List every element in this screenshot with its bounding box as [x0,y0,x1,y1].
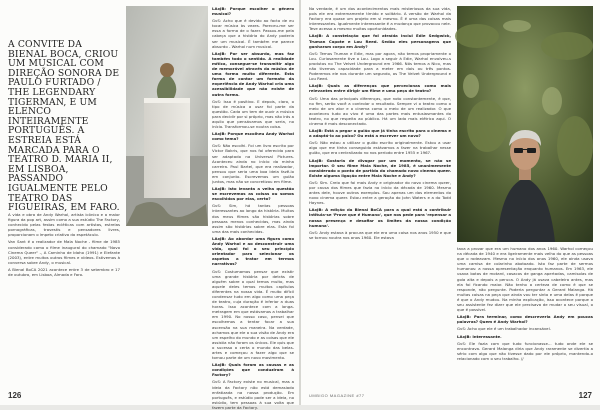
interview-answer: GvS: Não estou a utilizar o guião escrito originalmente. Estou a usar algo que me tinha conseguido estávamos a fazer na trabalhar nesse guião, que era centralizado no nos período entre 1955 e 1967. [309,140,451,156]
left-page [0,0,299,410]
interview-answer: GvS: Sim. Creio que foi mais Andy e originador do novo cinema queer, por causa dos filmes que fazia no início da década de 1960. Mesmo antes dele, houve outros exemplos. Sou apenas um dos elementos do novo cinema queer. Estou entre a geração do John Waters e a do Todd Haynes. [309,179,451,206]
interview-answer: GvS: Isso é positivo. E depois, claro, o tipo de música a usar foi parte da questão. Cada um tem de ouvir a música para decidir por si próprio, mas não irás a aquilo que pensávamos que seria, no início. Transformou-se noutra coisa. [212,98,294,130]
interview-question: LAxJB: Para terminar, como descreveria Andy em poucas palavras? Quem é Andy Warhol? [457,314,593,325]
interview-answer: GvS: Costumamos pensar que existir uma grande história por detrás de alguém sobre o qual temos muito, mas aquele deles temos muitos capítulos diferentes na nossa vida. É muito difícil condensar tudo em algo como uma peça de teatro, cuja duração é inferior a duas horas. Isso acontece com a longa-metragem em que estávamos a trabalhar em 1990. No nosso caso, pensei que escolhemos a tentar focar a sua ascensão na sua maneira. Na verdade, achamos que ele a sua visão de Andy era um espelho do mundo e as coisas que ele assistia não foram os únicos. Ele quis que o sucesso a certa o mundo das belas-artes e começou a fazer algo que se tornou parte de um novo movimento. [212,268,294,361]
interview-question: LAxJB: Porque escolheu Andy Warhol como tema? [212,131,294,142]
interview-question: LAxJB: Quais foram as causas e as condições que conduziram à Factory? [212,362,294,378]
pull-quote-headline: A CONVITE DA BIENAL BOCA, CRIOU UM MUSICAL COM DIREÇÃO SONORA DE PAULO FURTADO / THE LEGENDARY TIGERMAN, E UM ELENCO INTEIRAMENTE PORTUGUÊS. A ESTREIA ESTÁ MARCADA PARA O TEATRO D. MARIA II, EM LISBOA, PASSANDO IGUALMENTE PELO TEATRO DAS FIGUEIRAS, EM FARO. [8,39,120,214]
intro-paragraph: Van Sant é o realizador de Mala Noche - filme de 1985 considerado como o filme inaugural do chamado "Novo Cinema Queer" -, A Caminho de Idaho (1991) e Elefante (2003), entre muitos outros filmes e vídeos. Estivemos à conversa sobre Andy, o musical. [8,239,120,265]
page-number-left: 126 [8,391,22,400]
interview-question: LAxJB: A edição da Bienal BoCA para a qual está a contribuir intitula-se 'Prove que é Humano', que nos pede para 'repensar a nossa presença e desafiar os limites da nossa condição humana'. [309,207,451,228]
interview-question: LAxJB: A constelação que foi atraída inclui Edie Sedgwick, Truman Capote e Lou Reed. Sedão eles personagens que ganharam corpo em Andy? [309,33,451,49]
interview-answer: Na verdade, é um dos acontecimentos mais misteriosos da sua vida, pois ele era extremamente tímido e solitário. A versão de Warhol da Factory era quase um projeto em si mesmo. É é uma das coisas mais interessantes. Igualmente interessante é a mudança que provocou nele. Teve acesso a mesmo muitas oportunidades. [309,6,451,32]
right-column-1 [309,6,451,384]
interview-question: LAxJB: Ao abordar uma figura como Andy Warhol e ao desconstruir uma vida, qual foi o seu princípio orientador para selecionar os aspetos a tratar em termos narrativos? [212,235,294,267]
artwork-photo [126,6,208,226]
intro-paragraph: A vida e obra de Andy Warhol, artista icónico e a maior figura da pop art, assim como a sua estúdio The Factory, conhecido pelas festas ecléticas com artistas, estrelas pornográficas, travestis e pensadores livres, proporcionam o ímpeto criativo do espetáculo. [8,212,120,238]
interview-question: LAxJB: Gostaria de divagar por um momento, se não se importar. O seu filme Mala Noche, de 1985, é unanimemente considerado o ponto de partida do chamado novo cinema queer. Existe alguma ligação entre Mala Noche e Andy? [309,157,451,178]
left-column-2 [212,6,294,410]
interview-question: LAxJB: Está a pegar o guião que já tinha escrito para o cinema e a adaptá-lo ao palco? Ou está a escrever um novo? [309,128,451,139]
intro-text [8,212,120,279]
portrait-photo [457,6,593,242]
interview-answer: GvS: A Factory existe no musical, mas a ideia da Factory não está demasiado enfatizada na nossa produção. Em português, e estúdio pode ser a ideia, no estúdio, tem pessoas à sua volta que fazem parte da Factory. [212,379,294,410]
interview-answer: GvS: Acho que ele é um trabalhador incansável. [457,326,551,332]
interview-question: LAxJB: Isto levanta a velha questão se escrevemos as coisas ou somos escolhidos por elas, certo? [212,186,294,202]
interview-answer: GvS: Ele fazia com que tudo funcionasse... tudo onde ele se encontrava. Gerard Malanga diria que Andy raramente se divertia a sério com algo que não tivesse dado por ele próprio, mantendo-o relacionado com o seu trabalho. // [457,340,593,361]
right-page [301,0,600,405]
interview-answer: GvS: Temos Truman e Edie, mas por agora, não temos propriamente o Lou. Curiosamente tive o Lou. Logo a seguir à Edie, Warhol envolveu-s produtos no The Velvet Underground em 1966. Nós temos a Nico, mas não tivemos capacidade para a meter em dois ou três pontos. Poderemos ele nos durante um segundo, os The Velvet Underground e Lou Reed. [309,50,451,82]
magazine-footer: UMBIGO MAGAZINE #77 [309,393,365,398]
right-column-2 [457,246,593,378]
interview-answer: GvS: Andy estava à procura que ele era uma coisa nos anos 1950 e que se tornou noutra nos anos 1960. Ele estava [309,229,451,240]
interview-answer: tava a provar que era um humano dos anos 1960. Warhol começou na década de 1940 e era ligeiramente mais velho do que as pessoas que o rodeavam. Mesmo no início dos anos 1960, ele ainda usava uma camisa de colarinho abotoado. Isto faz parte de sermos humanos: a nossa apresentação enquanto humanos. Em 1963, ele usava botas de motard, casacos de ganga apertadas, camisolas de gola alta e depois a peruca. O Andy já usava cabeleira antes, mas ela foi ficando maior. Não tenho a certeza de como é que se responde, não pergunte. Poderia perguntar a Gerard Malanga. Há muitas coisas na peça que ainda vou ter sinto e uma delas é porque é que o Andy mudou. Na minha explicação, isso acontece porque o seu assistente fez dizer que ele precisava de mudar o seu visual, o que é possível. [457,246,593,313]
interview-answer: GvS: Uma das principais diferenças, que noto constantemente, é que, no fim, serão você a controlar o resultado. Sempre vi o teatro como o meio de um ator e o cinema como o meio de um realizador. O que aconteceu tudo ao vivo é uma das partes mais entusiasmantes do teatro, no que respeita ao público. Há um lado mais elétrico aqui. O cinema é mais desconectado. [309,95,451,126]
portrait-photo-image [457,6,593,242]
interview-question: LAxJB: Por ser absurdo, mas faz também todo o sentido. A realidade mítica, consegue-se transmitir algo de memorável através da música de uma forma muito diferente. Esta forma de contar um formato da experiência de Andy Warhol cria uma acessibilidade que não existe de outra forma. [212,50,294,97]
page-number-right: 127 [578,391,592,400]
interview-answer: GvS: Acho que é devido ao facto de eu tocar música às vezes. Pareceu-me ser essa a forma de o fazer. Passou-me pela cabeça que a história do Andy poderia ser um musical. É também me parece absurdo - Warhol num musical. [212,18,294,49]
interview-answer: GvS: Não escolhi. Foi um livro escrito por Victor Bokris, que nos foi oferecido para ser adaptado na Universal Pictures. Aconteceu ainda no início da minha carreira. Paul Bartel, que era realizador, pensou que seria uma boa ideia fazê-lo em conjunto. Escrevemos um guião juntos, mas não se concretizou em filme. [212,143,294,184]
interview-question: LAxJB: Interessante. [457,333,502,339]
interview-question: LAxJB: Porque escolher o género musical? [212,6,294,17]
interview-question: LAxJB: Quais as diferenças que percecionas como mais relevantes entre dirigir um filme e uma peça de teatro? [309,83,451,94]
intro-paragraph: A Bienal BoCA 2021 acontece entre 3 de setembro e 17 de outubro, em Lisboa, Almada e Faro. [8,266,120,278]
artwork-photo-image [126,6,208,226]
interview-answer: GvS: Sim, há tantas pessoas interessantes ao longo da história. Muitos dos meus filmes são histórias sobre pessoas menos conhecidas, mas ainda assim são histórias sobre elas. Esta foi uma das mais conhecidas. [212,203,294,234]
